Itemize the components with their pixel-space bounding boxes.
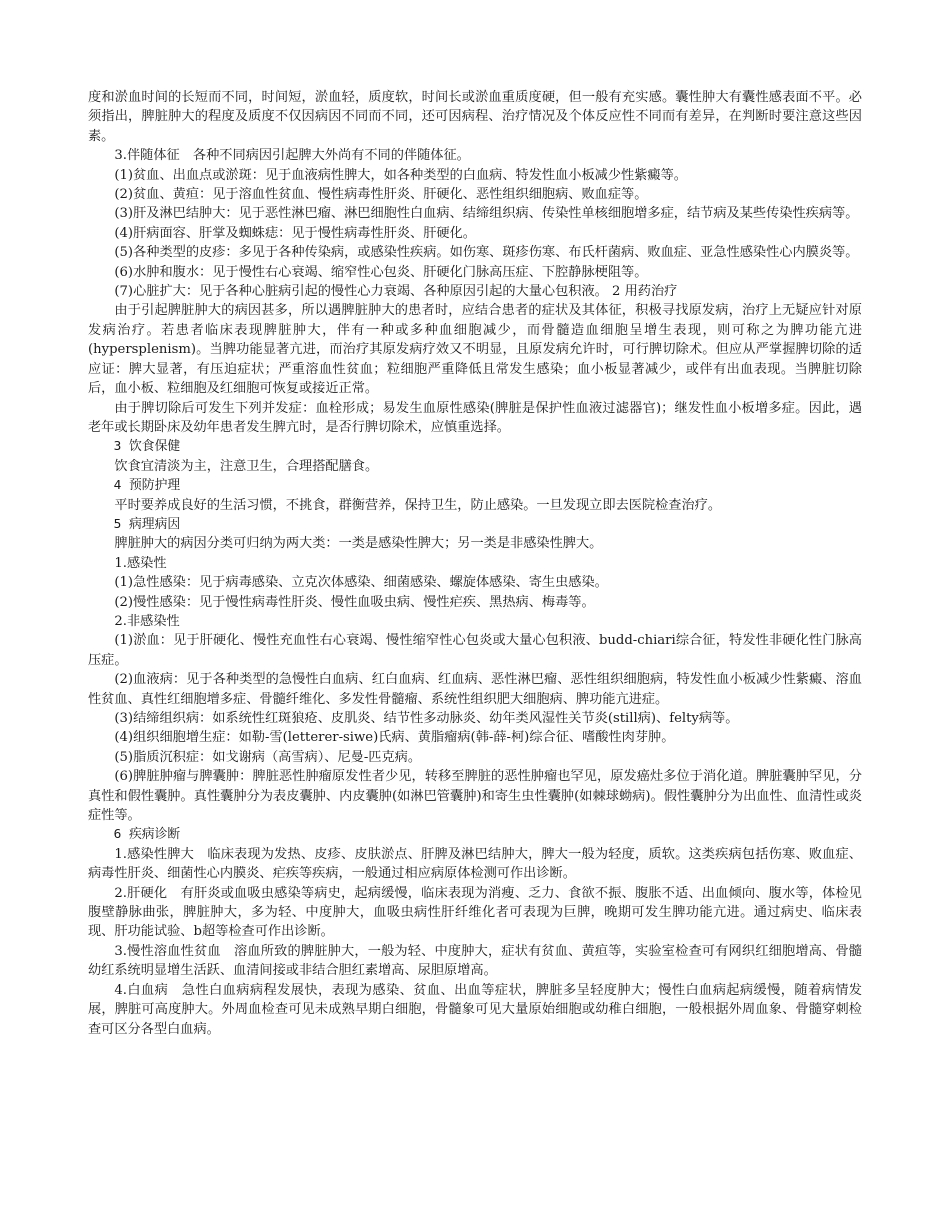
paragraph: (2)血液病：见于各种类型的急慢性白血病、红白血病、红血病、恶性淋巴瘤、恶性组织细胞病，特发性血小板减少性紫癜、溶血性贫血、真性红细胞增多症、骨髓纤维化、多发性骨髓瘤、系统性组织肥大细胞病、脾功能亢进症。 [88, 672, 862, 707]
paragraph: 度和淤血时间的长短而不同，时间短，淤血轻，质度软，时间长或淤血重质度硬，但一般有充实感。囊性肿大有囊性感表面不平。必须指出，脾脏肿大的程度及质度不仅因病因不同而不同，还可因病程、治疗情况及个体反应性不同而有差异，在判断时要注意这些因素。 [88, 90, 862, 144]
paragraph: 4.白血病 急性白血病病程发展快，表现为感染、贫血、出血等症状，脾脏多呈轻度肿大；慢性白血病起病缓慢，随着病情发展，脾脏可高度肿大。外周血检查可见未成熟早期白细胞，骨髓象可见大量原始细胞或幼稚白细胞，一般根据外周血象、骨髓穿刺检查可区分各型白血病。 [88, 982, 862, 1037]
section-heading: 4 预防护理 [113, 478, 181, 494]
paragraph: (5)各种类型的皮疹：多见于各种传染病，或感染性疾病。如伤寒、斑疹伤寒、布氏杆菌病、败血症、亚急性感染性心内膜炎等。 [114, 245, 859, 261]
paragraph: (4)肝病面容、肝掌及蜘蛛痣：见于慢性病毒性肝炎、肝硬化。 [114, 225, 476, 241]
paragraph: 脾脏肿大的病因分类可归纳为两大类：一类是感染性脾大；另一类是非感染性脾大。 [114, 536, 603, 552]
paragraph: 饮食宜清淡为主，注意卫生，合理搭配膳食。 [114, 458, 379, 474]
paragraph: (1)淤血：见于肝硬化、慢性充血性右心衰竭、慢性缩窄性心包炎或大量心包积液、budd-chiari综合征，特发性非硬化性门脉高压症。 [88, 633, 862, 668]
paragraph: 2.肝硬化 有肝炎或血吸虫感染等病史，起病缓慢，临床表现为消瘦、乏力、食欲不振、腹胀不适、出血倾向、腹水等，体检见腹壁静脉曲张，脾脏肿大，多为轻、中度肿大，血吸虫病性肝纤维化者可表现为巨脾，晚期可发生脾功能亢进。通过病史、临床表现、肝功能试验、b超等检查可作出诊断。 [88, 885, 862, 940]
paragraph: (7)心脏扩大：见于各种心脏病引起的慢性心力衰竭、各种原因引起的大量心包积液。 2 用药治疗 [114, 284, 678, 300]
section-heading: 5 病理病因 [113, 516, 181, 532]
section-heading: 3 饮食保健 [113, 439, 181, 455]
paragraph: (6)脾脏肿瘤与脾囊肿：脾脏恶性肿瘤原发性者少见，转移至脾脏的恶性肿瘤也罕见，原发癌灶多位于消化道。脾脏囊肿罕见，分真性和假性囊肿。真性囊肿分为表皮囊肿、内皮囊肿(如淋巴管囊肿)和寄生虫性囊肿(如棘球蚴病)。假性囊肿分为出血性、血清性或炎症性等。 [88, 769, 862, 824]
paragraph: 1.感染性脾大 临床表现为发热、皮疹、皮肤淤点、肝脾及淋巴结肿大，脾大一般为轻度，质软。这类疾病包括伤寒、败血症、病毒性肝炎、细菌性心内膜炎、疟疾等疾病，一般通过相应病原体检测可作出诊断。 [88, 846, 862, 882]
paragraph: 平时要养成良好的生活习惯，不挑食，群衡营养，保持卫生，防止感染。一旦发现立即去医院检查治疗。 [114, 497, 722, 513]
paragraph: 2.非感染性 [114, 613, 180, 629]
paragraph: (2)贫血、黄疸：见于溶血性贫血、慢性病毒性肝炎、肝硬化、恶性组织细胞病、败血症等。 [114, 187, 648, 203]
paragraph: 3.慢性溶血性贫血 溶血所致的脾脏肿大，一般为轻、中度肿大，症状有贫血、黄疸等，实验室检查可有网织红细胞增高、骨髓幼红系统明显增生活跃、血清间接或非结合胆红素增高、尿胆原增高。 [88, 943, 862, 979]
paragraph: (3)结缔组织病：如系统性红斑狼疮、皮肌炎、结节性多动脉炎、幼年类风湿性关节炎(still病)、felty病等。 [114, 711, 739, 726]
section-heading: 6 疾病诊断 [113, 827, 181, 843]
paragraph: 由于脾切除后可发生下列并发症：血栓形成；易发生血原性感染(脾脏是保护性血液过滤器官)；继发性血小板增多症。因此，遇老年或长期卧床及幼年患者发生脾亢时，是否行脾切除术，应慎重选择。 [88, 400, 862, 435]
paragraph: 由于引起脾脏肿大的病因甚多，所以遇脾脏肿大的患者时，应结合患者的症状及其体征，积极寻找原发病，治疗上无疑应针对原发病治疗。若患者临床表现脾脏肿大，伴有一种或多种血细胞减少，而骨髓造血细胞呈增生表现，则可称之为脾功能亢进(hypersplenism)。当脾功能显著亢进，而治疗其原发病疗效又不明显，且原发病允许时，可行脾切除术。但应从严掌握脾切除的适应证：脾大显著，有压迫症状；严重溶血性贫血；粒细胞严重降低且常发生感染；血小板显著减少，或伴有出血表现。当脾脏切除后，血小板、粒细胞及红细胞可恢复或接近正常。 [88, 303, 862, 397]
paragraph: (1)贫血、出血点或淤斑：见于血液病性脾大，如各种类型的白血病、特发性血小板减少性紫癜等。 [114, 167, 687, 183]
paragraph: (1)急性感染：见于病毒感染、立克次体感染、细菌感染、螺旋体感染、寄生虫感染。 [114, 575, 608, 591]
document-page [88, 88, 862, 1039]
paragraph: 1.感染性 [114, 555, 167, 571]
paragraph: 3.伴随体征 各种不同病因引起脾大外尚有不同的伴随体征。 [114, 148, 470, 164]
paragraph: (3)肝及淋巴结肿大：见于恶性淋巴瘤、淋巴细胞性白血病、结缔组织病、传染性单核细胞增多症，结节病及某些传染性疾病等。 [114, 206, 859, 222]
paragraph: (6)水肿和腹水：见于慢性右心衰竭、缩窄性心包炎、肝硬化门脉高压症、下腔静脉梗阻等。 [114, 264, 648, 280]
paragraph: (2)慢性感染：见于慢性病毒性肝炎、慢性血吸虫病、慢性疟疾、黑热病、梅毒等。 [114, 594, 595, 610]
paragraph: (4)组织细胞增生症：如勒-雪(letterer-siwe)氏病、黄脂瘤病(韩-薛-柯)综合征、嗜酸性肉芽肿。 [114, 730, 675, 746]
paragraph: (5)脂质沉积症：如戈谢病（高雪病）、尼曼-匹克病。 [114, 749, 422, 765]
